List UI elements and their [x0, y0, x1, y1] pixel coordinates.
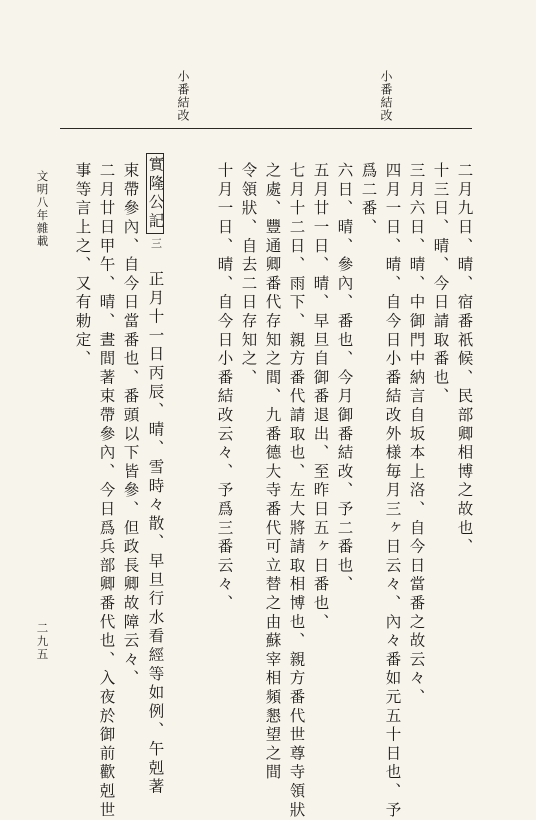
source-box-label: 實隆公記 [146, 153, 164, 234]
text-column-8: 七月十二日、雨下、親方番代請取也、左大將請取相博也、親方番代世尊寺領狀 [287, 162, 306, 820]
text-column-12 [146, 150, 164, 797]
text-column-3: 三月六日、晴、中御門中納言自坂本上洛、自今日當番之故云々、 [407, 162, 426, 708]
text-column-14: 二月廿日甲午、晴、晝間著束帶參內、今日爲兵部卿番代也、入夜於御前歡剋世 [97, 162, 116, 820]
text-column-2: 十三日、晴、今日請取番也、 [431, 162, 450, 407]
text-column-6: 六日、晴、參內、番也、今月御番結改、予二番也、 [335, 162, 354, 595]
header-rule [60, 128, 472, 129]
text-column-12-body: 正月十一日丙辰、晴、雪時々散、早旦行水看經等如例、午剋著 [146, 270, 165, 797]
text-column-4: 四月一日、晴、自今日小番結改外様毎月三ヶ日云々、內々番如元五十日也、予 [383, 162, 402, 820]
running-header-left: 小番結改 [176, 70, 190, 122]
book-title-footer: 文明八年雜載 [35, 170, 50, 248]
source-volume: 三 [149, 237, 163, 252]
text-column-7: 五月廿一日、晴、早旦自御番退出、至昨日五ヶ日番也、 [311, 162, 330, 632]
text-column-13: 束帶參內、自今日當番也、番頭以下皆參、但政長卿故障云々、 [121, 162, 140, 689]
text-column-15: 事等言上之、又有勅定、 [73, 162, 92, 369]
text-column-9: 之處、豐通卿番代存知之間、九番德大寺番代可立替之由蘇宰相頻懇望之間 [263, 162, 282, 783]
page-number: 二九五 [35, 622, 50, 661]
text-column-5: 爲二番、 [359, 162, 378, 238]
text-column-11: 十月一日、晴、自今日小番結改云々、予爲三番云々、 [215, 162, 234, 614]
text-column-1: 二月九日、晴、宿番祇候、民部卿相博之故也、 [455, 162, 474, 557]
running-header-right: 小番結改 [379, 70, 393, 122]
text-column-10: 令領狀、自去二日存知之、 [239, 162, 258, 388]
